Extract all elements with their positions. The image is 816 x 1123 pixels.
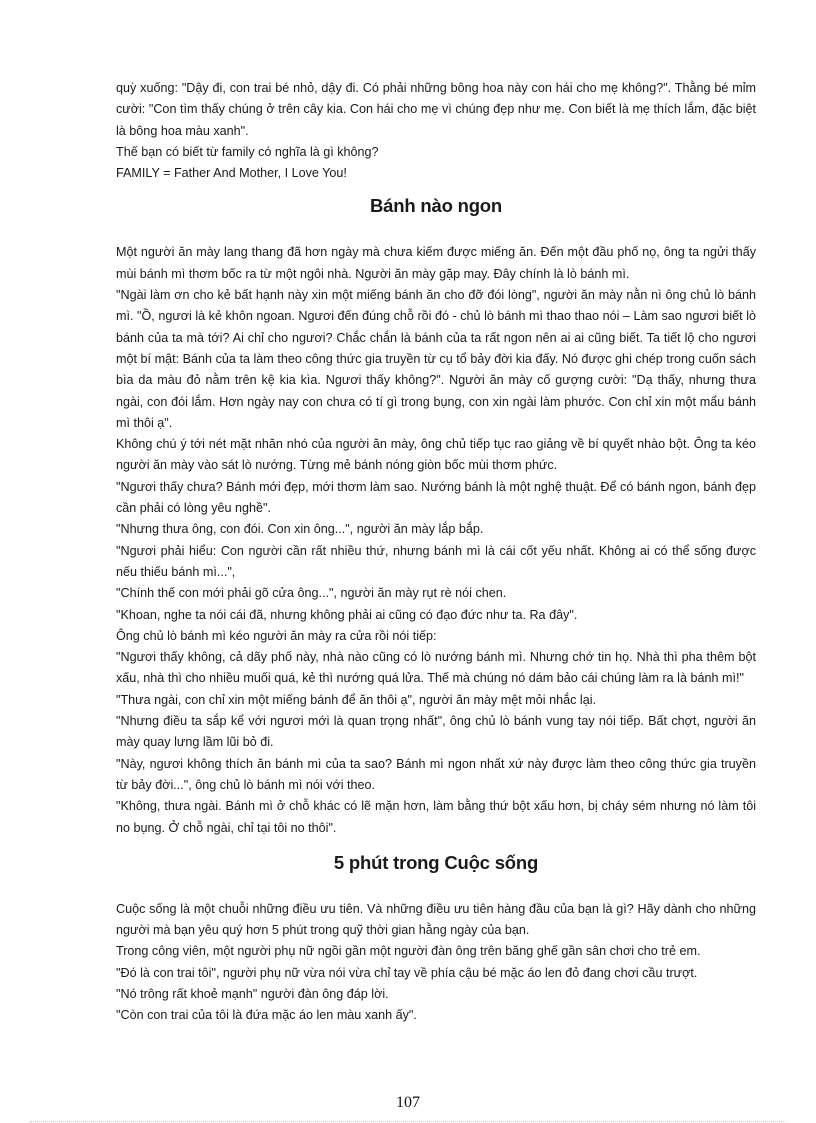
story-paragraph: "Này, ngươi không thích ăn bánh mì của ta sao? Bánh mì ngon nhất xứ này được làm theo công thức gia truyền từ bảy đời...", ông chủ lò bánh mì nói với theo. [116, 756, 756, 792]
story-paragraph: Cuộc sống là một chuỗi những điều ưu tiên. Và những điều ưu tiên hàng đầu của bạn là gì? Hãy dành cho những người mà bạn yêu quý hơn 5 phút trong quỹ thời gian hằng ngày của bạn. [116, 901, 756, 938]
story-paragraph: "Chính thế con mới phải gõ cửa ông...", người ăn mày rụt rè nói chen. [116, 586, 507, 601]
page-content [116, 78, 756, 1027]
story-paragraph: Ông chủ lò bánh mì kéo người ăn mày ra cửa rồi nói tiếp: [116, 628, 437, 643]
story-paragraph: Không chú ý tới nét mặt nhăn nhó của người ăn mày, ông chủ tiếp tục rao giảng về bí quyết nhào bột. Ông ta kéo người ăn mày vào sát lò nướng. Từng mẻ bánh nóng giòn bốc mùi thơm phức. [116, 437, 756, 473]
intro-question: Thế bạn có biết từ family có nghĩa là gì không? [116, 144, 379, 159]
section-banh-nao-ngon [116, 242, 756, 838]
section-5-phut-trong-cuoc-song [116, 899, 756, 1027]
intro-family-acronym: FAMILY = Father And Mother, I Love You! [116, 166, 347, 181]
story-paragraph: "Ngài làm ơn cho kẻ bất hạnh này xin một miếng bánh ăn cho đỡ đói lòng", người ăn mày nằn nì ông chủ lò bánh mì. "Ồ, ngươi là kẻ khôn ngoan. Ngươi đến đúng chỗ rồi đó - chủ lò bánh mì thao thao nói – Làm sao ngươi biết lò bánh của ta mà tới? Ai chỉ cho ngươi? Chắc chắn là bánh của ta rất ngon nên ai ai cũng biết. Ta tiết lộ cho ngươi một bí mật: Bánh của ta làm theo công thức gia truyền từ cụ tổ bảy đời kia đấy. Nó được ghi chép trong cuốn sách bìa da màu đỏ nằm trên kệ kia kìa. Ngươi thấy không?". Người ăn mày cố gượng cười: "Dạ thấy, nhưng thưa ngài, con đói lắm. Hơn ngày nay con chưa có tí gì trong bụng, con xin ngài làm phước. Con chỉ xin một mẩu bánh mì thôi ạ". [116, 288, 756, 430]
story-paragraph: "Nhưng thưa ông, con đói. Con xin ông...", người ăn mày lắp bắp. [116, 522, 484, 537]
story-paragraph: Trong công viên, một người phụ nữ ngồi gần một người đàn ông trên băng ghế gần sân chơi cho trẻ em. [116, 944, 701, 959]
story-paragraph: "Ngươi thấy chưa? Bánh mới đẹp, mới thơm làm sao. Nướng bánh là một nghệ thuật. Để có bánh ngon, bánh đẹp cần phải có lòng yêu nghề". [116, 479, 756, 516]
story-paragraph: "Không, thưa ngài. Bánh mì ở chỗ khác có lẽ mặn hơn, làm bằng thứ bột xấu hơn, bị cháy sém nhưng nó làm tôi no bụng. Ở chỗ ngài, chỉ tại tôi no thôi". [116, 799, 756, 835]
footer-divider [30, 1121, 786, 1122]
page-number: 107 [396, 1094, 420, 1111]
story-paragraph: "Thưa ngài, con chỉ xin một miếng bánh để ăn thôi ạ", người ăn mày mệt mỏi nhắc lại. [116, 692, 596, 707]
story-paragraph: "Ngươi thấy không, cả dãy phố này, nhà nào cũng có lò nướng bánh mì. Nhưng chớ tin họ. Nhà thì pha thêm bột xấu, nhà thì cho nhiều muối quá, kẻ thì nướng quá lửa. Thế mà chúng nó dám bảo cái chúng làm ra là bánh mì!" [116, 650, 756, 686]
section-title-banh-nao-ngon: Bánh nào ngon [369, 195, 503, 217]
story-paragraph: "Còn con trai của tôi là đứa mặc áo len màu xanh ấy". [116, 1008, 417, 1023]
story-paragraph: "Nó trông rất khoẻ mạnh" người đàn ông đáp lời. [116, 986, 389, 1001]
story-paragraph: "Nhưng điều ta sắp kể với ngươi mới là quan trọng nhất", ông chủ lò bánh vung tay nói tiếp. Bất chợt, người ăn mày quay lưng lầm lũi bỏ đi. [116, 714, 756, 750]
story-paragraph: Một người ăn mày lang thang đã hơn ngày mà chưa kiếm được miếng ăn. Đến một đầu phố nọ, ông ta ngửi thấy mùi bánh mì thơm bốc ra từ một ngôi nhà. Người ăn mày gặp may. Đây chính là lò bánh mì. [116, 245, 756, 281]
story-paragraph: "Khoan, nghe ta nói cái đã, nhưng không phải ai cũng có đạo đức như ta. Ra đây". [116, 607, 578, 622]
intro-paragraph-1: quỳ xuống: "Dậy đi, con trai bé nhỏ, dậy đi. Có phải những bông hoa này con hái cho mẹ không?". Thằng bé mỉm cười: "Con tìm thấy chúng ở trên cây kia. Con hái cho mẹ vì chúng đẹp như mẹ. Con biết là mẹ thích lắm, đặc biệt là bông hoa màu xanh". [116, 81, 756, 138]
story-paragraph: "Đó là con trai tôi", người phụ nữ vừa nói vừa chỉ tay về phía cậu bé mặc áo len đỏ đang chơi cầu trượt. [116, 965, 698, 980]
story-paragraph: "Ngươi phải hiểu: Con người cần rất nhiều thứ, nhưng bánh mì là cái cốt yếu nhất. Không ai có thể sống được nếu thiếu bánh mì...", [116, 543, 756, 579]
section-title-5-phut-trong-cuoc-song: 5 phút trong Cuộc sống [333, 851, 539, 873]
